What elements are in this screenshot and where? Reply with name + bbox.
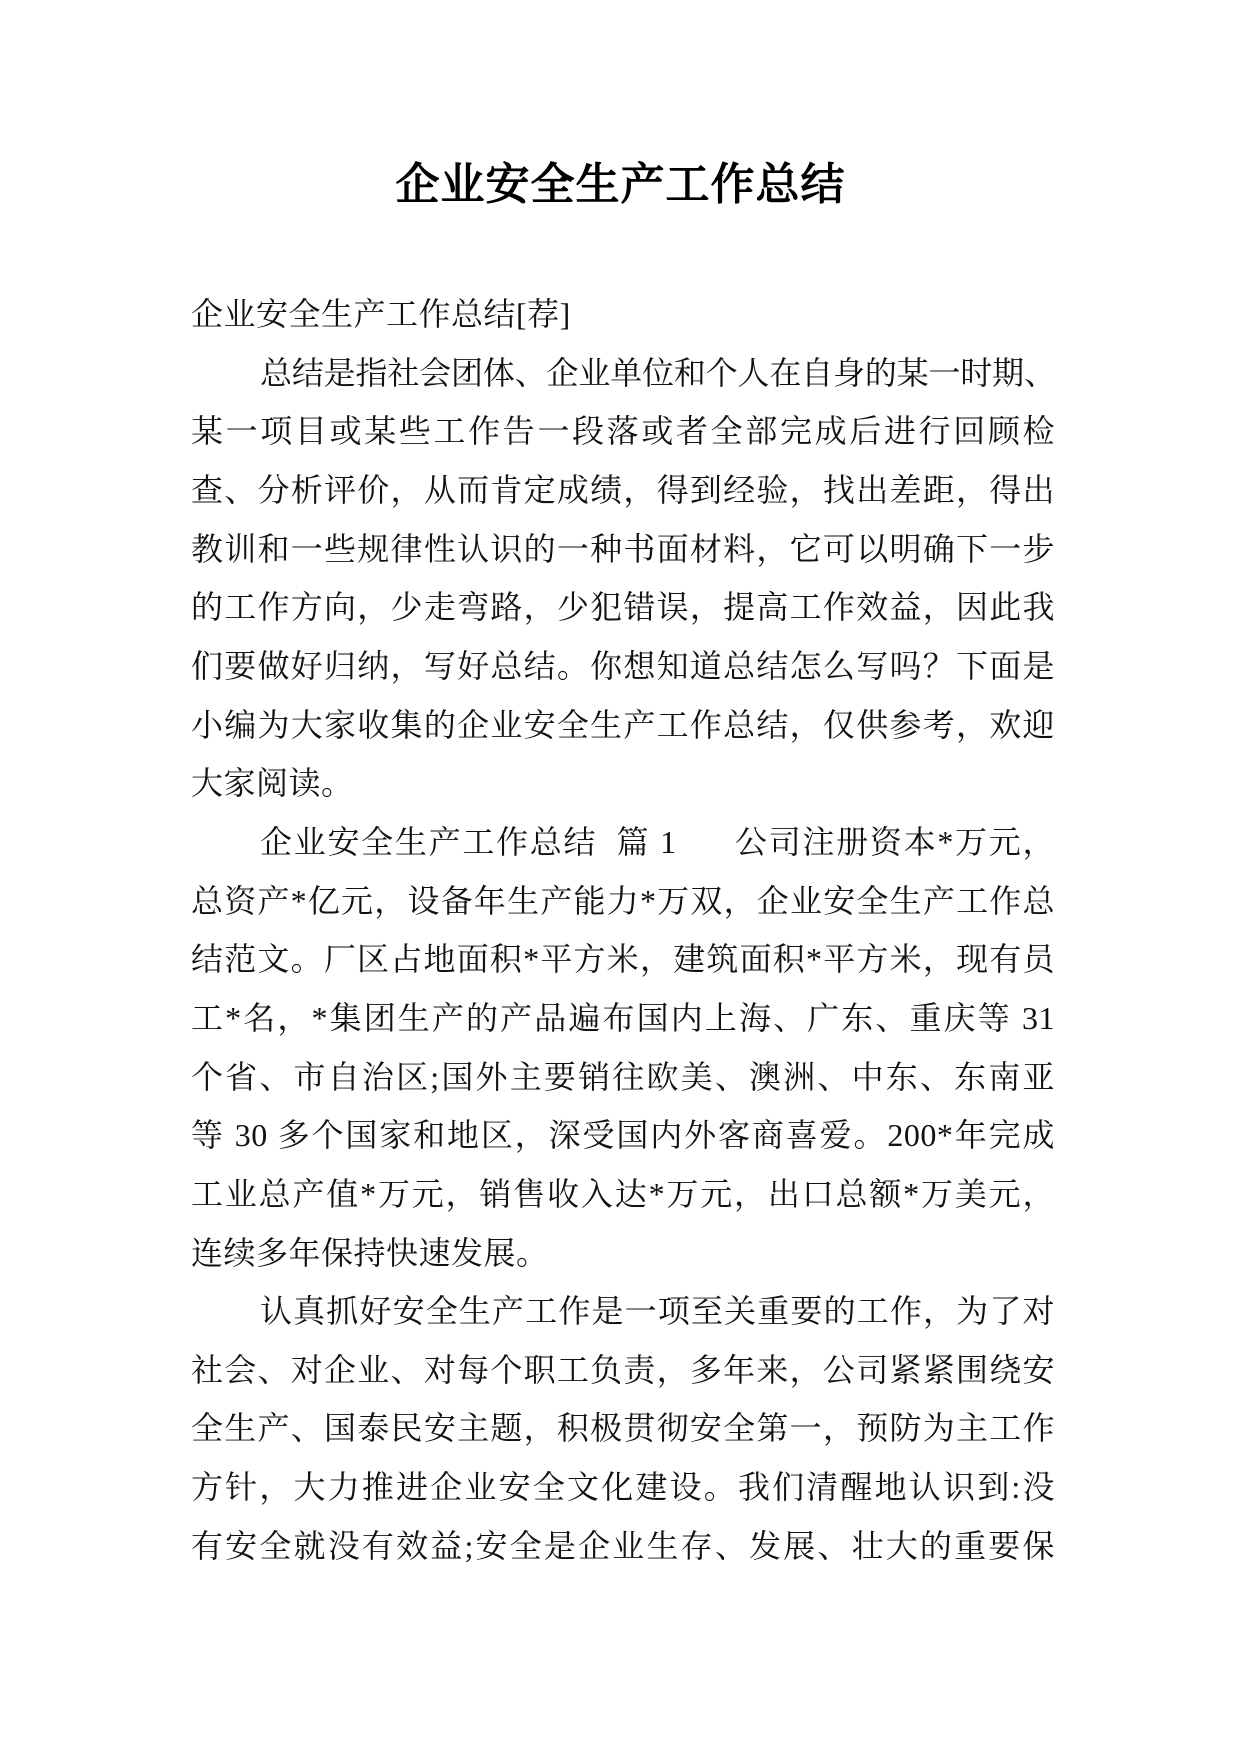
text-line: 教训和一些规律性认识的一种书面材料，它可以明确下一步	[191, 530, 1055, 567]
text-line: 有安全就没有效益;安全是企业生存、发展、壮大的重要保	[191, 1527, 1055, 1564]
text-line: 查、分析评价，从而肯定成绩，得到经验，找出差距，得出	[191, 471, 1055, 508]
text-line: 等 30 多个国家和地区，深受国内外客商喜爱。200*年完成	[191, 1117, 1055, 1154]
text-line: 方针，大力推进企业安全文化建设。我们清醒地认识到:没	[191, 1469, 1055, 1506]
text-line: 结范文。厂区占地面积*平方米，建筑面积*平方米，现有员	[191, 941, 1055, 978]
text-line: 全生产、国泰民安主题，积极贯彻安全第一，预防为主工作	[191, 1410, 1055, 1447]
document-title: 企业安全生产工作总结	[395, 160, 846, 209]
text-line: 认真抓好安全生产工作是一项至关重要的工作，为了对	[260, 1293, 1055, 1330]
text-line: 个省、市自治区;国外主要销往欧美、澳洲、中东、东南亚	[191, 1058, 1055, 1095]
paragraph-2	[191, 813, 1055, 1282]
text-line: 总资产*亿元，设备年生产能力*万双，企业安全生产工作总	[191, 882, 1055, 919]
article-heading: 企业安全生产工作总结[荐]	[191, 296, 571, 332]
text-line: 总结是指社会团体、企业单位和个人在自身的某一时期、	[260, 354, 1055, 391]
text-line: 企业安全生产工作总结 篇 1 公司注册资本*万元，	[260, 823, 1055, 860]
paragraph-3	[191, 1282, 1055, 1575]
text-line: 工*名，*集团生产的产品遍布国内上海、广东、重庆等 31	[191, 999, 1055, 1036]
paragraph-1	[191, 344, 1055, 813]
text-line: 的工作方向，少走弯路，少犯错误，提高工作效益，因此我	[191, 589, 1055, 626]
text-line: 们要做好归纳，写好总结。你想知道总结怎么写吗？下面是	[191, 647, 1055, 684]
text-line: 社会、对企业、对每个职工负责，多年来，公司紧紧围绕安	[191, 1351, 1055, 1388]
text-line: 某一项目或某些工作告一段落或者全部完成后进行回顾检	[191, 413, 1055, 450]
text-line: 工业总产值*万元，销售收入达*万元，出口总额*万美元，	[191, 1175, 1055, 1212]
text-line: 大家阅读。	[191, 765, 354, 802]
document-body	[191, 285, 1055, 1575]
text-line: 小编为大家收集的企业安全生产工作总结，仅供参考，欢迎	[191, 706, 1055, 743]
text-line: 连续多年保持快速发展。	[191, 1234, 549, 1271]
